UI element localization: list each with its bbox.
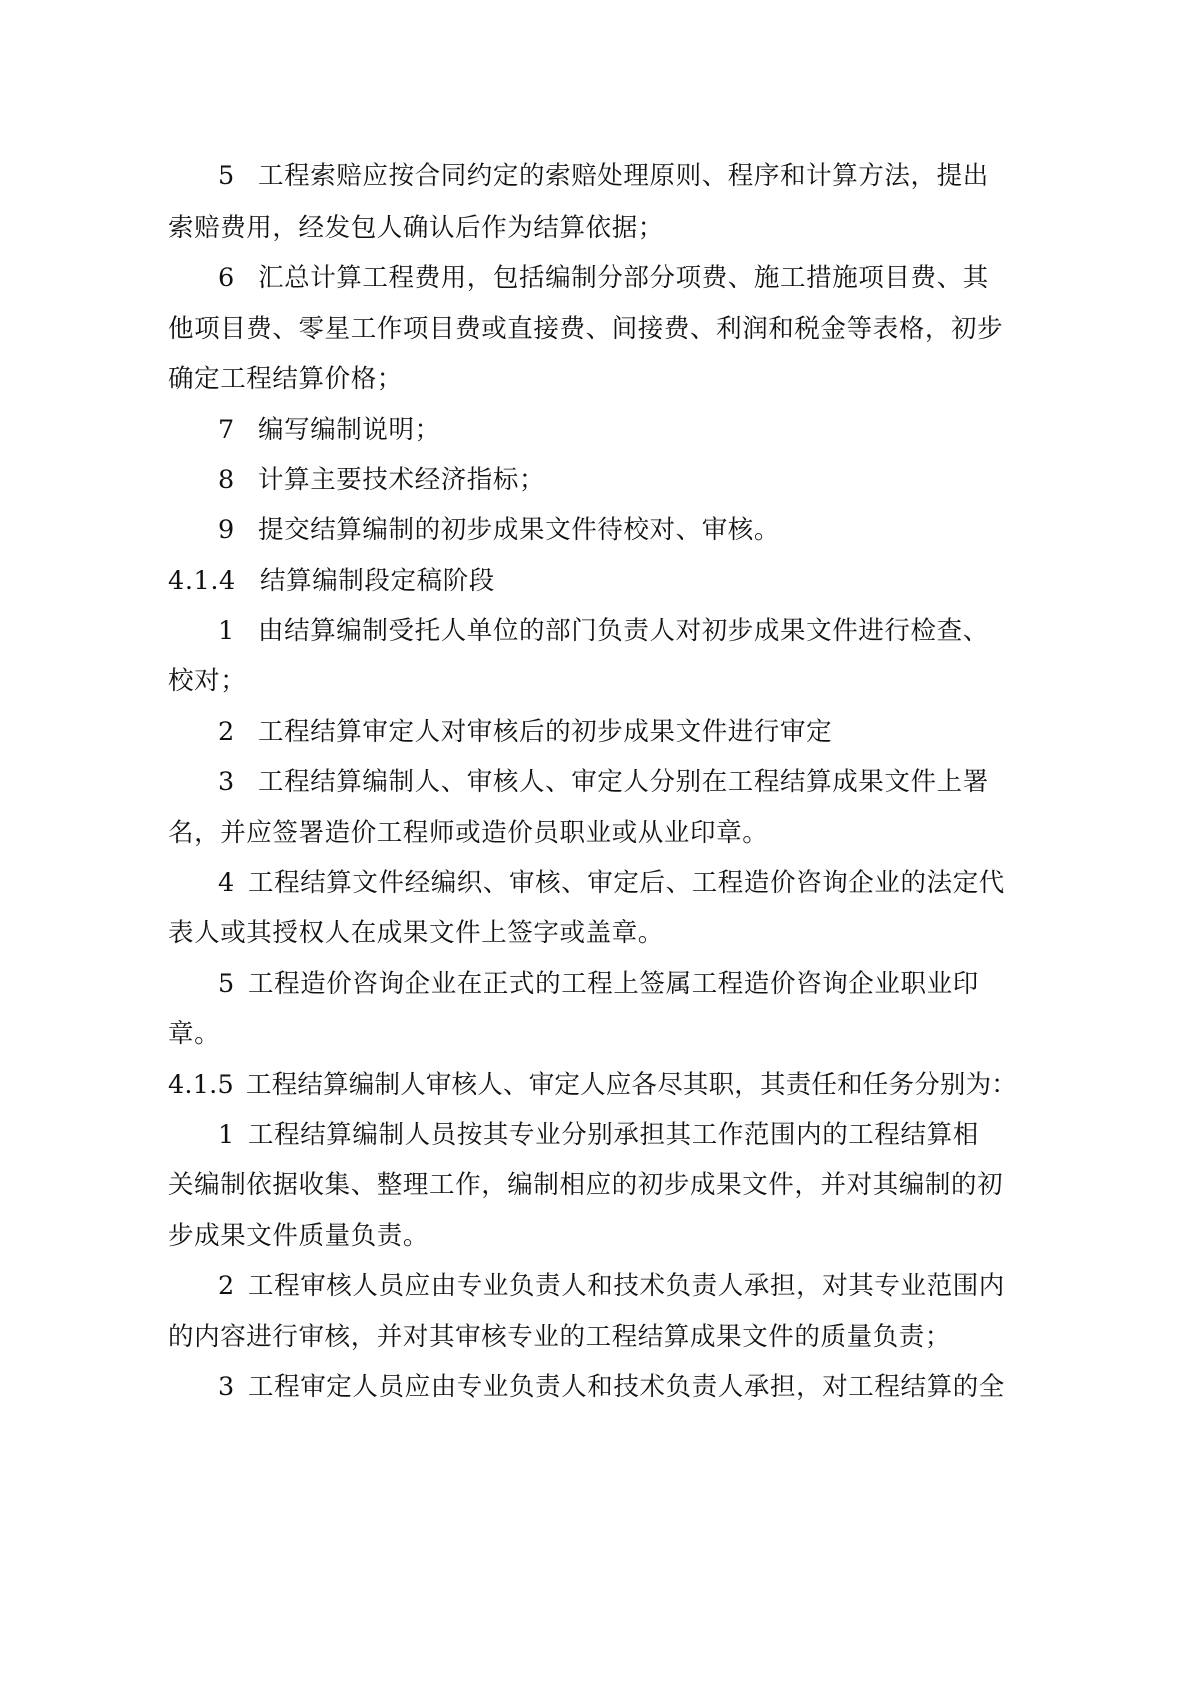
paragraph-line	[168, 915, 998, 951]
item-number: 5	[218, 969, 235, 999]
line-text: 编写编制说明；	[258, 415, 441, 445]
item-number: 1	[218, 1120, 235, 1150]
paragraph-line	[168, 1167, 1004, 1203]
line-text: 工程结算编制人、审核人、审定人分别在工程结算成果文件上署	[258, 767, 989, 797]
line-text: 提交结算编制的初步成果文件待校对、审核。	[258, 515, 781, 545]
line-text: 工程审定人员应由专业负责人和技术负责人承担，对工程结算的全	[248, 1372, 1005, 1402]
line-text: 索赔费用，经发包人确认后作为结算依据；	[168, 213, 664, 243]
heading-text: 工程结算编制人审核人、审定人应各尽其职，其责任和任务分别为：	[246, 1070, 1018, 1100]
item-number: 2	[218, 717, 235, 747]
section-heading	[168, 563, 998, 599]
paragraph-line	[218, 1369, 1048, 1405]
paragraph-line	[218, 462, 1048, 498]
line-text: 工程审核人员应由专业负责人和技术负责人承担，对其专业范围内	[248, 1271, 1005, 1301]
line-text: 关编制依据收集、整理工作，编制相应的初步成果文件，并对其编制的初	[168, 1170, 1004, 1200]
line-text: 步成果文件质量负责。	[168, 1221, 430, 1251]
paragraph-line	[168, 815, 998, 851]
paragraph-line	[168, 361, 998, 397]
heading-text: 结算编制段定稿阶段	[260, 566, 495, 596]
line-text: 表人或其授权人在成果文件上签字或盖章。	[168, 918, 664, 948]
item-number: 1	[218, 616, 235, 646]
paragraph-line	[168, 1218, 998, 1254]
item-number: 3	[218, 1372, 235, 1402]
paragraph-line	[218, 1117, 1048, 1153]
paragraph-line	[218, 966, 1048, 1002]
item-number: 2	[218, 1271, 235, 1301]
line-text: 汇总计算工程费用，包括编制分部分项费、施工措施项目费、其	[258, 263, 989, 293]
item-number: 7	[218, 415, 235, 445]
paragraph-line	[168, 663, 998, 699]
item-number: 9	[218, 515, 235, 545]
paragraph-line	[218, 512, 1048, 548]
item-number: 3	[218, 767, 235, 797]
section-heading	[168, 1067, 1018, 1103]
item-number: 5	[218, 161, 235, 191]
paragraph-line	[218, 764, 1048, 800]
line-text: 工程造价咨询企业在正式的工程上签属工程造价咨询企业职业印	[248, 969, 979, 999]
section-number: 4.1.5	[168, 1070, 234, 1100]
item-number: 4	[218, 868, 235, 898]
line-text: 由结算编制受托人单位的部门负责人对初步成果文件进行检查、	[258, 616, 989, 646]
line-text: 工程结算审定人对审核后的初步成果文件进行审定	[258, 717, 833, 747]
paragraph-line	[218, 412, 1048, 448]
paragraph-line	[168, 1016, 998, 1052]
line-text: 计算主要技术经济指标；	[258, 465, 546, 495]
line-text: 的内容进行审核，并对其审核专业的工程结算成果文件的质量负责；	[168, 1322, 952, 1352]
paragraph-line	[168, 210, 998, 246]
paragraph-line	[168, 1319, 998, 1355]
paragraph-line	[218, 260, 1048, 296]
paragraph-line	[218, 865, 1048, 901]
line-text: 确定工程结算价格；	[168, 364, 403, 394]
item-number: 6	[218, 263, 235, 293]
item-number: 8	[218, 465, 235, 495]
paragraph-line	[218, 613, 1048, 649]
line-text: 工程索赔应按合同约定的索赔处理原则、程序和计算方法，提出	[258, 161, 989, 191]
line-text: 名，并应签署造价工程师或造价员职业或从业印章。	[168, 818, 769, 848]
line-text: 工程结算编制人员按其专业分别承担其工作范围内的工程结算相	[248, 1120, 979, 1150]
line-text: 他项目费、零星工作项目费或直接费、间接费、利润和税金等表格，初步	[168, 314, 1004, 344]
paragraph-line	[168, 311, 1004, 347]
line-text: 章。	[168, 1019, 221, 1049]
paragraph-line	[218, 158, 1048, 194]
paragraph-line	[218, 714, 1048, 750]
line-text: 工程结算文件经编织、审核、审定后、工程造价咨询企业的法定代	[248, 868, 1005, 898]
paragraph-line	[218, 1268, 1048, 1304]
line-text: 校对；	[168, 666, 247, 696]
section-number: 4.1.4	[168, 566, 236, 596]
